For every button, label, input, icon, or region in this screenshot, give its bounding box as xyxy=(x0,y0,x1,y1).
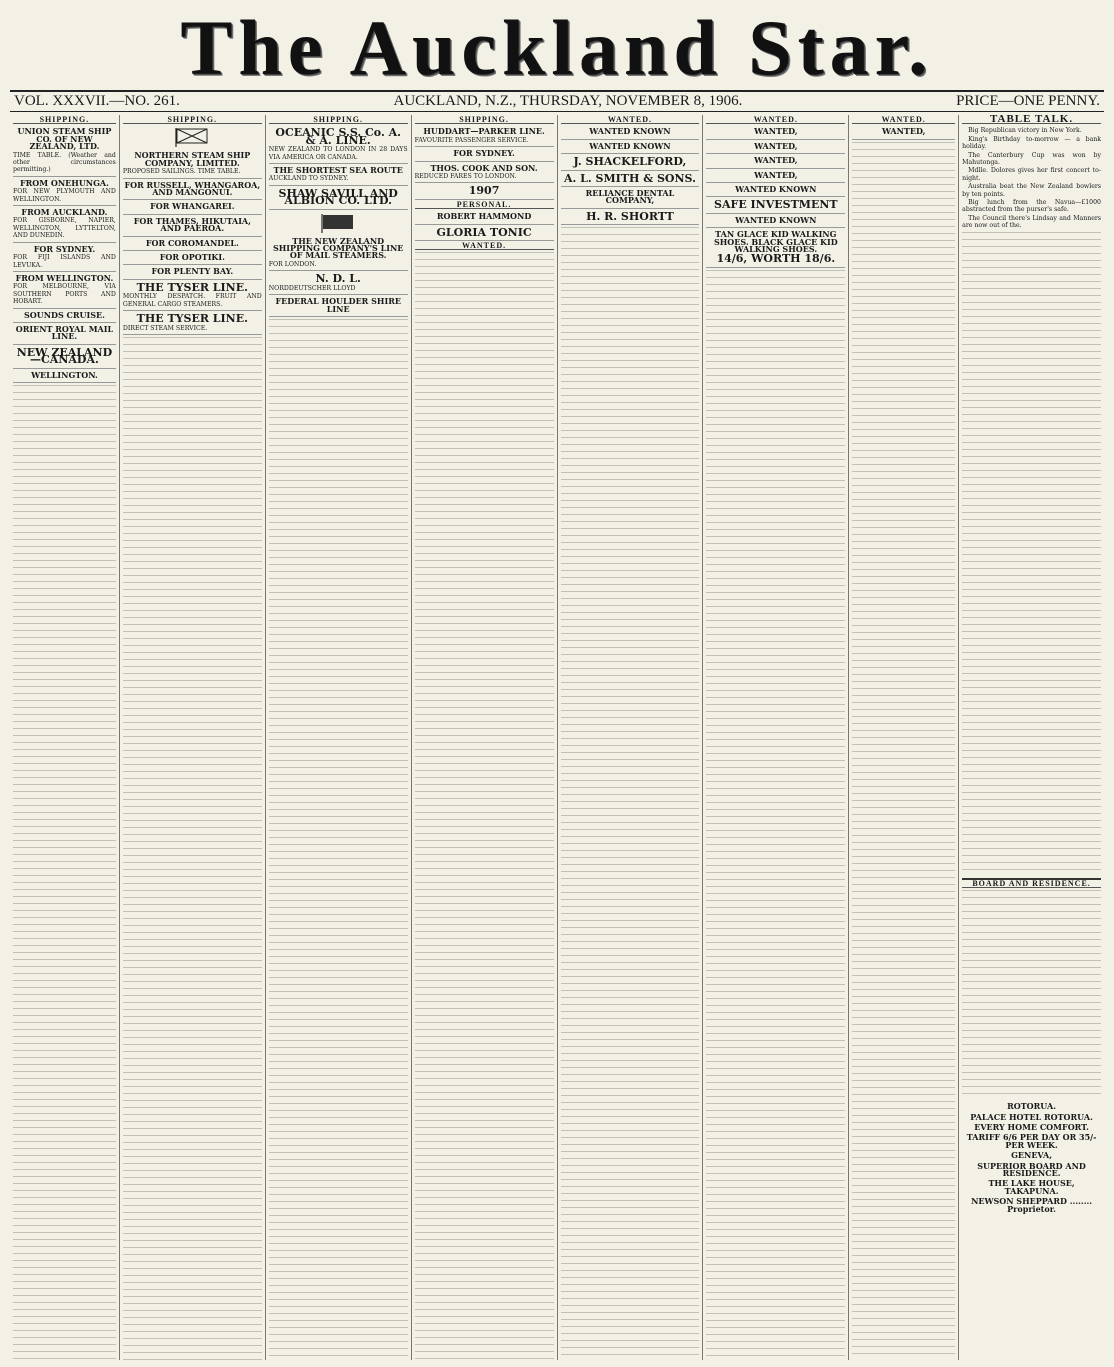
ad-lead: FOR RUSSELL, WHANGAROA, AND MANGONUI. xyxy=(124,179,261,198)
volume-number: VOL. XXXVII.—NO. 261. xyxy=(14,93,180,109)
ad xyxy=(13,273,116,309)
ad-lead: FROM ONEHUNGA. xyxy=(19,177,109,188)
ad-lead: J. SHACKELFORD, xyxy=(573,155,687,169)
ad-lead: SOUNDS CRUISE. xyxy=(23,309,105,320)
ad xyxy=(123,312,262,335)
hotel-line: NEWSON SHEPPARD ........ Proprietor. xyxy=(971,1196,1093,1214)
column-text xyxy=(962,232,1101,872)
ad-body: 14/6, WORTH 18/6. xyxy=(716,252,836,266)
ad xyxy=(123,201,262,214)
dateline xyxy=(10,90,1104,112)
ad-lead: GLORIA TONIC xyxy=(436,225,532,239)
ad-lead: H. R. SHORTT xyxy=(586,209,674,223)
price: PRICE—ONE PENNY. xyxy=(956,93,1100,109)
news-paragraph: The Council there's Lindsay and Manners are now out of the. xyxy=(962,214,1101,230)
ad-lead: FROM WELLINGTON. xyxy=(15,272,114,283)
ad-lead: RELIANCE DENTAL COMPANY, xyxy=(585,188,675,206)
ad xyxy=(269,187,408,210)
ad-lead: WANTED, xyxy=(754,155,798,166)
ad-lead: WANTED, xyxy=(881,126,926,137)
ad xyxy=(706,141,845,154)
ad-body: DIRECT STEAM SERVICE. xyxy=(122,324,208,332)
hotel-name: THE LAKE HOUSE, TAKAPUNA. xyxy=(988,1178,1075,1196)
ad xyxy=(561,155,700,170)
ad-lead: NORTHERN STEAM SHIP COMPANY, LIMITED. xyxy=(134,150,251,168)
ad-body: FOR GISBORNE, NAPIER, WELLINGTON, LYTTELTON, AND DUNEDIN. xyxy=(13,217,116,240)
news-paragraph: King's Birthday to-morrow — a bank holiday. xyxy=(962,135,1101,151)
section-heading: PERSONAL. xyxy=(415,201,554,209)
ad xyxy=(561,126,700,139)
ad-lead: THE TYSER LINE. xyxy=(136,312,248,326)
ad xyxy=(123,150,262,178)
section-heading: SHIPPING. xyxy=(123,116,262,124)
columns xyxy=(10,115,1104,1360)
ad-body: REDUCED FARES TO LONDON. xyxy=(414,173,517,181)
ad xyxy=(13,178,116,206)
ad-lead: THE TYSER LINE. xyxy=(136,280,248,294)
ad-lead: A. L. SMITH & SONS. xyxy=(563,171,696,185)
place-date: AUCKLAND, N.Z., THURSDAY, NOVEMBER 8, 1906. xyxy=(393,93,743,109)
ad-lead: FOR WHANGAREI. xyxy=(150,201,235,212)
ad xyxy=(13,310,116,323)
section-heading: SHIPPING. xyxy=(269,116,408,124)
hotel-line: TARIFF 6/6 PER DAY OR 35/- PER WEEK. xyxy=(966,1132,1097,1150)
hotel-name: ROTORUA. xyxy=(1007,1101,1057,1112)
ad-lead: UNION STEAM SHIP CO. OF NEW ZEALAND, LTD. xyxy=(17,126,112,152)
ad-body: TIME TABLE. (Weather and other circumstances permitting.) xyxy=(13,151,116,174)
column-1 xyxy=(10,115,120,1360)
ad xyxy=(706,198,845,213)
section-heading: WANTED. xyxy=(852,116,955,124)
column-3 xyxy=(266,115,412,1360)
news-paragraph: Mdlle. Dolores gives her first concert to-night. xyxy=(962,167,1101,182)
ad-body: NEW ZEALAND TO LONDON IN 28 DAYS VIA AMERICA OR CANADA. xyxy=(268,146,408,161)
ad xyxy=(13,207,116,243)
column-text xyxy=(415,252,554,1360)
column-text xyxy=(13,385,116,1360)
ad xyxy=(123,281,262,311)
column-8 xyxy=(959,115,1104,1360)
ad-body: AUCKLAND TO SYDNEY. xyxy=(268,175,349,183)
hotel-line: SUPERIOR BOARD AND RESIDENCE. xyxy=(977,1160,1086,1178)
column-text xyxy=(706,270,845,1360)
hotel-name: EVERY HOME COMFORT. xyxy=(974,1121,1089,1132)
section-heading: SHIPPING. xyxy=(415,116,554,124)
ad xyxy=(13,244,116,272)
masthead xyxy=(10,6,1104,90)
ad-lead: FEDERAL HOULDER SHIRE LINE xyxy=(275,296,401,314)
ad-body: PROPOSED SAILINGS. TIME TABLE. xyxy=(122,168,241,176)
section-heading: TABLE TALK. xyxy=(962,116,1101,124)
ad xyxy=(13,346,116,369)
ad-lead: FROM AUCKLAND. xyxy=(21,207,108,218)
ad-lead: N. D. L. xyxy=(315,272,361,286)
section-heading: WANTED. xyxy=(415,242,554,250)
ad-lead: FOR SYDNEY. xyxy=(33,243,96,254)
ad xyxy=(706,126,845,139)
ad xyxy=(123,266,262,279)
column-7 xyxy=(849,115,959,1360)
ad xyxy=(415,126,554,147)
ad-body: FOR MELBOURNE, VIA SOUTHERN PORTS AND HOBART. xyxy=(13,283,116,306)
ad-lead: WANTED KNOWN xyxy=(589,140,671,151)
ad-body: MONTHLY DESPATCH. FRUIT AND GENERAL CARGO STEAMERS. xyxy=(122,293,262,308)
flag-icon xyxy=(172,126,212,148)
ad xyxy=(561,188,700,209)
ad-lead: WANTED KNOWN xyxy=(735,184,817,195)
column-2 xyxy=(120,115,266,1360)
ad xyxy=(706,170,845,183)
ad-lead: FOR SYDNEY. xyxy=(453,148,515,159)
ad xyxy=(706,155,845,168)
ad xyxy=(561,210,700,225)
column-text xyxy=(561,227,700,1360)
ad xyxy=(269,296,408,317)
ad xyxy=(852,126,955,139)
ad-lead: WANTED KNOWN xyxy=(589,126,671,137)
column-text xyxy=(123,337,262,1360)
ad xyxy=(269,236,408,272)
ad-body: FAVOURITE PASSENGER SERVICE. xyxy=(414,136,529,144)
ad xyxy=(123,180,262,201)
ad xyxy=(561,172,700,187)
ad xyxy=(123,216,262,237)
ad-lead: ORIENT ROYAL MAIL LINE. xyxy=(15,323,114,342)
ad-body: FOR FIJI ISLANDS AND LEVUKA. xyxy=(13,254,116,269)
column-text xyxy=(852,142,955,1360)
column-5 xyxy=(558,115,704,1360)
section-heading: BOARD AND RESIDENCE. xyxy=(962,878,1101,888)
masthead-title: The Auckland Star. xyxy=(180,4,934,91)
flag-icon xyxy=(318,212,358,234)
ad xyxy=(123,238,262,251)
column-6 xyxy=(703,115,849,1360)
ad-lead: WANTED, xyxy=(754,126,798,137)
ad xyxy=(13,126,116,176)
ad-lead: OCEANIC S.S. Co. A. & A. LINE. xyxy=(275,126,401,147)
column-text xyxy=(269,319,408,1360)
news-paragraph: Big lunch from the Navua—£1000 abstracted from the purser's safe. xyxy=(962,199,1101,214)
hotel-line: PALACE HOTEL ROTORUA. xyxy=(970,1111,1093,1122)
ad-lead: THOS. COOK AND SON. xyxy=(430,162,538,173)
ad-body: FOR NEW PLYMOUTH AND WELLINGTON. xyxy=(13,188,116,203)
ad xyxy=(269,126,408,164)
ad-lead: WELLINGTON. xyxy=(31,369,98,380)
ad-lead: FOR THAMES, HIKUTAIA, AND PAEROA. xyxy=(133,215,251,234)
ad-lead: WANTED KNOWN xyxy=(735,214,817,225)
news-paragraph: Australia beat the New Zealand bowlers by ten points. xyxy=(962,183,1101,198)
section-heading: WANTED. xyxy=(706,116,845,124)
ad-lead: HUDDART—PARKER LINE. xyxy=(423,126,545,137)
ad xyxy=(706,184,845,197)
ad xyxy=(269,165,408,186)
ad-lead: 1907 xyxy=(468,184,500,198)
section-heading: SHIPPING. xyxy=(13,116,116,124)
ad-lead: WANTED, xyxy=(754,140,798,151)
ad xyxy=(13,324,116,345)
ad-lead: NEW ZEALAND—CANADA. xyxy=(16,345,113,367)
ad xyxy=(415,148,554,161)
ad xyxy=(415,211,554,224)
ad xyxy=(415,163,554,184)
ad xyxy=(13,370,116,383)
ad-body: FOR LONDON. xyxy=(268,260,317,268)
ad-lead: FOR COROMANDEL. xyxy=(145,237,239,248)
ad xyxy=(706,229,845,268)
ad-lead: ROBERT HAMMOND xyxy=(436,211,532,222)
hotel-name: GENEVA, xyxy=(1011,1150,1053,1161)
ad xyxy=(561,141,700,154)
ad-lead: WANTED, xyxy=(754,169,798,180)
ad-lead: FOR OPOTIKI. xyxy=(159,252,225,263)
ad xyxy=(706,215,845,228)
ad xyxy=(415,184,554,199)
section-heading: WANTED. xyxy=(561,116,700,124)
ad-lead: THE SHORTEST SEA ROUTE xyxy=(273,165,403,176)
column-text xyxy=(962,890,1101,1100)
ad xyxy=(269,272,408,295)
ad xyxy=(123,252,262,265)
news-paragraph: The Canterbury Cup was won by Mahutonga. xyxy=(962,151,1101,167)
ad-body: NORDDEUTSCHER LLOYD xyxy=(268,284,356,292)
ad-lead: SHAW SAVILL AND ALBION CO. LTD. xyxy=(278,186,398,208)
column-4 xyxy=(412,115,558,1360)
news-paragraph: Big Republican victory in New York. xyxy=(968,127,1082,135)
ad-lead: SAFE INVESTMENT xyxy=(714,198,838,212)
ad-lead: TAN GLACE KID WALKING SHOES. BLACK GLACE KID WALKING SHOES. xyxy=(713,229,838,255)
ad-lead: THE NEW ZEALAND SHIPPING COMPANY'S LINE OF MAIL STEAMERS. xyxy=(272,235,404,261)
ad-lead: FOR PLENTY BAY. xyxy=(151,266,234,277)
ad xyxy=(415,226,554,241)
